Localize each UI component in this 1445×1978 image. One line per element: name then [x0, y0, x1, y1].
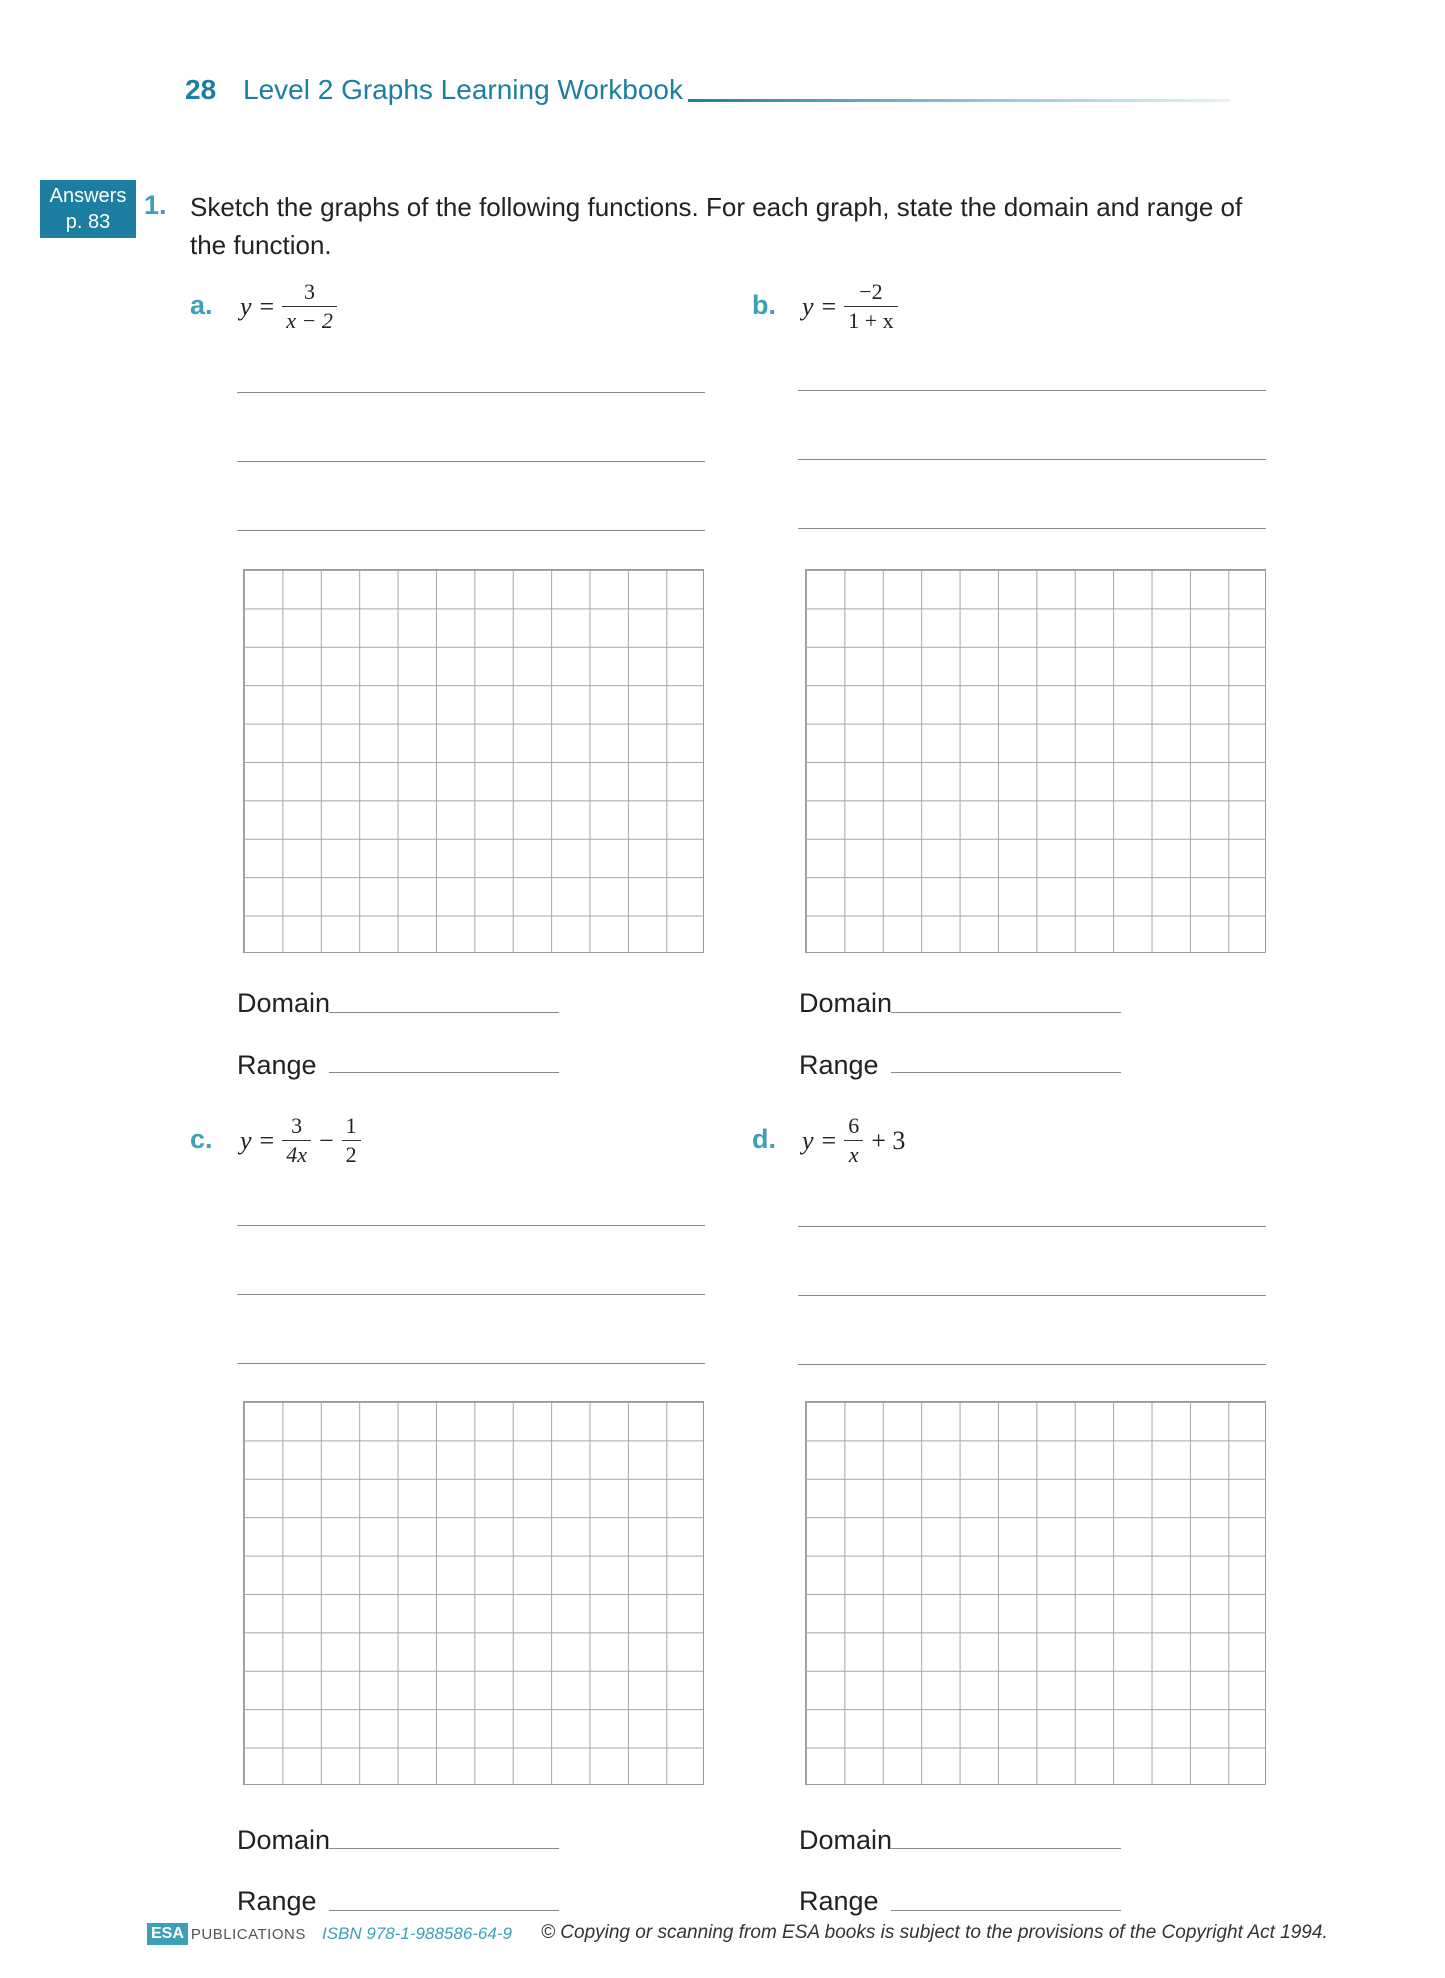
part-c-domain-field[interactable]	[329, 1848, 559, 1849]
part-b-equation	[798, 278, 902, 335]
part-d-label: d.	[752, 1124, 776, 1154]
part-a-numerator: 3	[282, 278, 337, 307]
part-c-denominator-2: 2	[345, 1142, 357, 1167]
part-d-range-field[interactable]	[891, 1910, 1121, 1911]
part-c-denominator-1: 4x	[286, 1142, 307, 1167]
book-title: Level 2 Graphs Learning Workbook	[243, 74, 683, 105]
part-d-answer-line-2[interactable]	[798, 1295, 1266, 1296]
part-c-fraction-1	[282, 1112, 311, 1169]
part-a-equation	[236, 278, 341, 335]
part-a-answer-line-1[interactable]	[237, 392, 705, 393]
part-b-answer-line-2[interactable]	[798, 459, 1266, 460]
part-c-answer-line-2[interactable]	[237, 1294, 705, 1295]
page-number: 28	[185, 74, 217, 105]
part-c-equation	[236, 1112, 365, 1169]
part-a-lhs: y	[240, 291, 252, 321]
part-b-lhs: y	[802, 291, 814, 321]
part-b-answer-line-1[interactable]	[798, 390, 1266, 391]
part-c-graph-grid[interactable]	[243, 1401, 704, 1785]
copyright-notice: © Copying or scanning from ESA books is subject to the provisions of the Copyright Act 1994.	[541, 1922, 1328, 1943]
part-a-graph-grid[interactable]	[243, 569, 704, 953]
part-b-graph-grid[interactable]	[805, 569, 1266, 953]
part-d-answer-line-1[interactable]	[798, 1226, 1266, 1227]
part-b-fraction	[844, 278, 897, 335]
part-b-answer-line-3[interactable]	[798, 528, 1266, 529]
part-d-range-label: Range	[799, 1886, 879, 1916]
part-b-equals: =	[821, 291, 837, 321]
part-a-answer-line-3[interactable]	[237, 530, 705, 531]
part-d-equation	[798, 1112, 909, 1169]
part-a-fraction	[282, 278, 337, 335]
part-a-domain-label: Domain	[237, 988, 331, 1018]
part-d-graph-grid[interactable]	[805, 1401, 1266, 1785]
part-c-lhs: y	[240, 1125, 252, 1155]
header-rule	[688, 99, 1230, 102]
answers-badge-page: p. 83	[65, 211, 111, 233]
part-a-answer-line-2[interactable]	[237, 461, 705, 462]
part-d-domain-label: Domain	[799, 1825, 893, 1855]
part-d-numerator: 6	[844, 1112, 863, 1141]
part-c-numerator-1: 3	[282, 1112, 311, 1141]
part-b-numerator: −2	[844, 278, 897, 307]
part-d-fraction	[844, 1112, 863, 1169]
question-number: 1.	[144, 190, 167, 220]
esa-logo-mark: ESA	[147, 1923, 188, 1945]
part-b-range-field[interactable]	[891, 1072, 1121, 1073]
part-d-answer-line-3[interactable]	[798, 1364, 1266, 1365]
answers-badge[interactable]	[40, 180, 136, 238]
part-b-domain-label: Domain	[799, 988, 893, 1018]
part-a-domain-field[interactable]	[329, 1012, 559, 1013]
part-a-label: a.	[190, 290, 213, 320]
publisher-logo	[147, 1923, 306, 1945]
part-d-tail: + 3	[871, 1125, 906, 1155]
part-a-denominator: x − 2	[286, 308, 333, 333]
part-d-equals: =	[821, 1125, 837, 1155]
part-a-range-label: Range	[237, 1050, 317, 1080]
part-c-equals: =	[259, 1125, 275, 1155]
part-c-answer-line-1[interactable]	[237, 1225, 705, 1226]
part-c-domain-label: Domain	[237, 1825, 331, 1855]
part-b-range-label: Range	[799, 1050, 879, 1080]
part-d-lhs: y	[802, 1125, 814, 1155]
isbn-text: ISBN 978-1-988586-64-9	[322, 1924, 512, 1943]
publisher-name: PUBLICATIONS	[190, 1925, 306, 1943]
part-d-denominator: x	[848, 1142, 859, 1167]
part-c-label: c.	[190, 1124, 213, 1154]
answers-badge-label: Answers	[49, 185, 127, 207]
part-b-domain-field[interactable]	[891, 1012, 1121, 1013]
part-a-range-field[interactable]	[329, 1072, 559, 1073]
question-text: Sketch the graphs of the following functions. For each graph, state the domain and range of the function.	[190, 192, 1243, 260]
part-b-denominator: 1 + x	[848, 308, 894, 333]
part-d-domain-field[interactable]	[891, 1848, 1121, 1849]
part-c-fraction-2	[342, 1112, 361, 1169]
part-c-range-field[interactable]	[329, 1910, 559, 1911]
part-c-answer-line-3[interactable]	[237, 1363, 705, 1364]
part-c-range-label: Range	[237, 1886, 317, 1916]
part-c-numerator-2: 1	[342, 1112, 361, 1141]
part-c-minus: −	[318, 1125, 334, 1155]
part-a-equals: =	[259, 291, 275, 321]
part-b-label: b.	[752, 290, 776, 320]
